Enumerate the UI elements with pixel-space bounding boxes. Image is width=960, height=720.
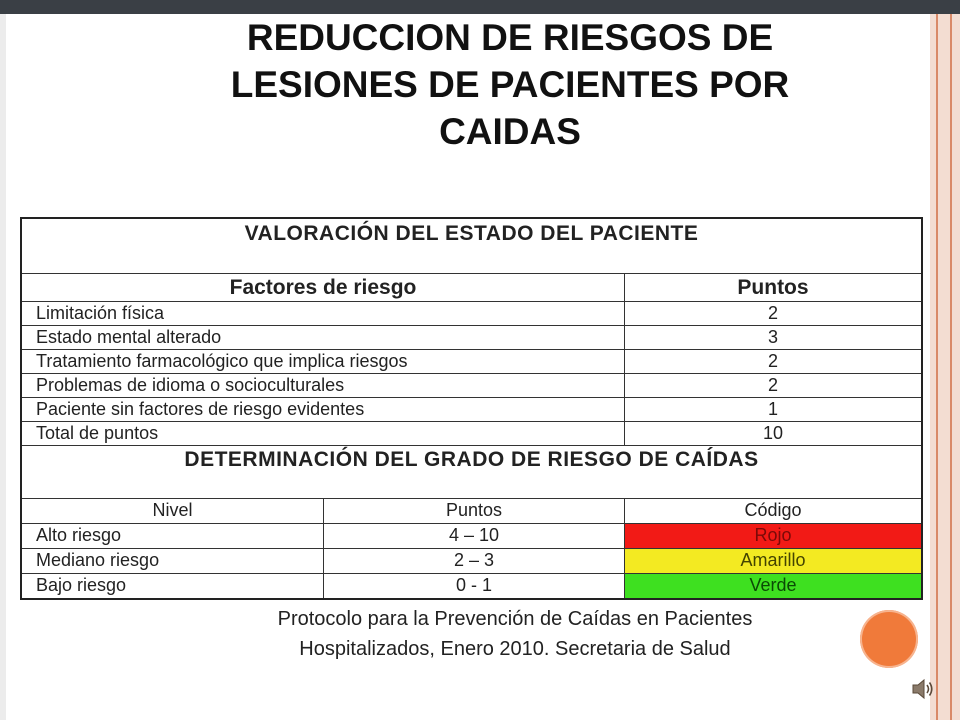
total-label: Total de puntos (36, 423, 159, 443)
risk-table (20, 217, 923, 600)
speaker-icon[interactable] (910, 676, 936, 702)
points-cell: 2 (767, 351, 778, 371)
table-row (22, 350, 921, 374)
citation-line-1: Protocolo para la Prevención de Caídas en Pacientes (277, 608, 753, 630)
table-row (22, 574, 921, 598)
total-row (22, 422, 921, 446)
factor-cell: Problemas de idioma o socioculturales (36, 375, 345, 395)
total-points: 10 (762, 423, 784, 443)
factor-cell: Estado mental alterado (36, 327, 222, 347)
grade-points-cell: 4 – 10 (448, 525, 500, 545)
code-cell-green: Verde (625, 574, 921, 598)
table-row (22, 524, 921, 549)
strip-line (950, 14, 952, 720)
grade-points-cell: 0 - 1 (455, 575, 493, 595)
right-decorative-strip (930, 14, 960, 720)
title-line-1: REDUCCION DE RIESGOS DE (246, 17, 774, 58)
left-edge-strip (0, 14, 6, 720)
header-level: Nivel (152, 500, 193, 520)
points-cell: 1 (767, 399, 778, 419)
header-grade-points: Puntos (445, 500, 503, 520)
strip-line (936, 14, 938, 720)
code-cell-yellow: Amarillo (625, 549, 921, 573)
points-cell: 3 (767, 327, 778, 347)
assessment-title-row (22, 219, 921, 274)
orange-circle-decoration (860, 610, 918, 668)
title-line-3: CAIDAS (439, 111, 581, 152)
risk-grade-section-title: DETERMINACIÓN DEL GRADO DE RIESGO DE CAÍDAS (184, 448, 759, 471)
assessment-header-row (22, 274, 921, 302)
points-cell: 2 (767, 375, 778, 395)
window-top-bar (0, 0, 960, 14)
header-code: Código (744, 500, 802, 520)
assessment-section-title: VALORACIÓN DEL ESTADO DEL PACIENTE (244, 222, 699, 245)
level-cell: Alto riesgo (36, 525, 122, 545)
level-cell: Bajo riesgo (36, 575, 127, 595)
table-row (22, 326, 921, 350)
table-row (22, 549, 921, 574)
header-points: Puntos (737, 276, 809, 299)
header-risk-factors: Factores de riesgo (229, 276, 417, 299)
factor-cell: Tratamiento farmacológico que implica riesgos (36, 351, 408, 371)
risk-grade-title-row (22, 446, 921, 499)
factor-cell: Limitación física (36, 303, 165, 323)
citation-line-2: Hospitalizados, Enero 2010. Secretaria de Salud (299, 638, 731, 660)
table-row (22, 302, 921, 326)
code-cell-red: Rojo (625, 524, 921, 548)
grade-points-cell: 2 – 3 (453, 550, 495, 570)
factor-cell: Paciente sin factores de riesgo evidentes (36, 399, 365, 419)
table-row (22, 398, 921, 422)
title-line-2: LESIONES DE PACIENTES POR (230, 64, 790, 105)
table-row (22, 374, 921, 398)
risk-grade-header-row (22, 499, 921, 524)
slide-title (150, 14, 870, 155)
source-citation (180, 604, 850, 664)
points-cell: 2 (767, 303, 778, 323)
level-cell: Mediano riesgo (36, 550, 160, 570)
